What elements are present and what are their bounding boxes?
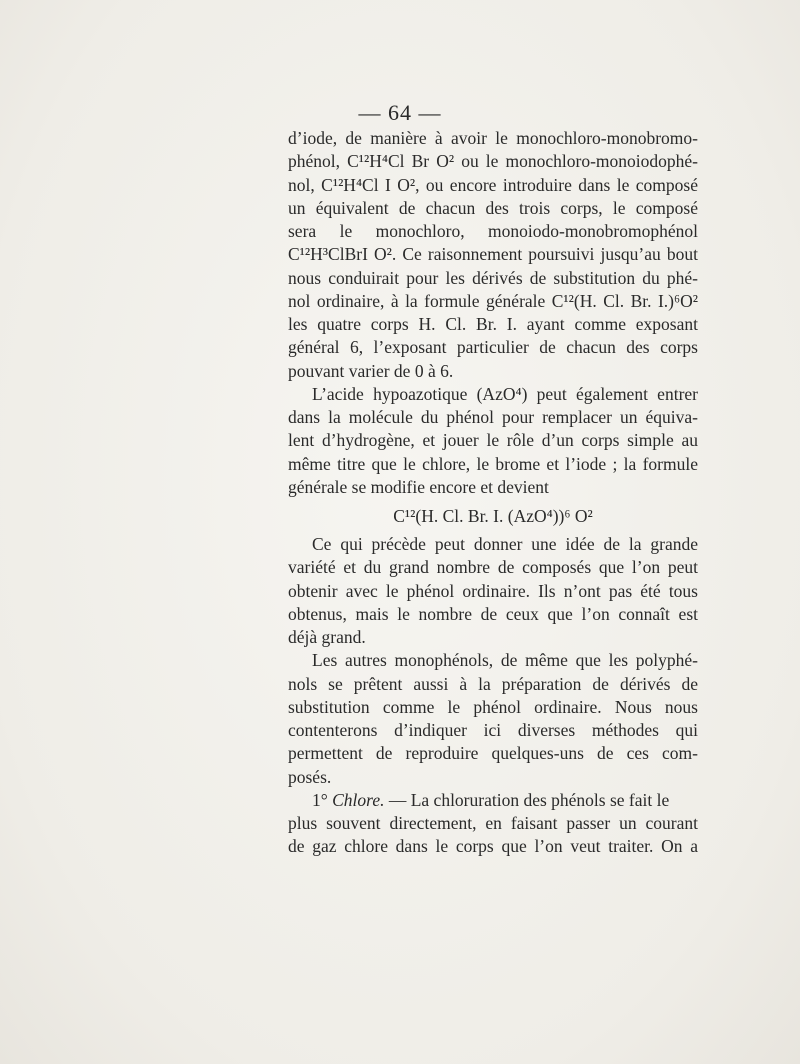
formula [288,499,698,533]
formula-line: C¹²(H. Cl. Br. I. (AzO⁴))⁶ O² [393,506,593,526]
text-line: nous conduirait pour les dérivés de substitution du phé- [288,267,698,288]
text-line: Les autres monophénols, de même que les polyphé- [312,650,698,671]
text-line: plus souvent directement, en faisant passer un courant [288,813,698,833]
paragraph [288,383,698,499]
text-line: un équivalent de chacun des trois corps, le composé [288,197,698,218]
text-line: nol, C¹²H⁴Cl I O², ou encore introduire dans le composé [288,174,698,195]
list-marker: 1° [312,789,333,810]
text-line: d’iode, de manière à avoir le monochloro-monobromo- [288,128,698,148]
text-line: obtenus, mais le nombre de ceux que l’on connaît est [288,603,698,624]
text-line: variété et du grand nombre de composés que l’on peut [288,557,698,578]
text-line: les quatre corps H. Cl. Br. I. ayant comme exposant [288,314,698,334]
text-run: — La chloruration des phénols se fait le [384,789,670,810]
text-line: déjà grand. [288,627,366,647]
text-line: phénol, C¹²H⁴Cl Br O² ou le monochloro-monoiodophé- [288,151,698,172]
text-line: substitution comme le phénol ordinaire. Nous nous [288,696,698,717]
paragraph [288,127,698,383]
text-line: obtenir avec le phénol ordinaire. Ils n’ont pas été tous [288,580,698,601]
text-line: nols se prêtent aussi à la préparation de dérivés de [288,673,698,694]
paragraph [288,533,698,649]
text-line: Ce qui précède peut donner une idée de la grande [312,534,698,554]
paragraph [288,649,698,789]
text-line: nol ordinaire, à la formule générale C¹²(H. Cl. Br. I.)⁶O² [288,290,698,311]
text-line: L’acide hypoazotique (AzO⁴) peut également entrer [312,383,698,404]
text-line: pouvant varier de 0 à 6. [288,360,454,381]
text-line: général 6, l’exposant particulier de chacun des corps [288,337,698,358]
paragraph [288,789,698,859]
text-line: générale se modifie encore et devient [288,476,549,497]
text-line: de gaz chlore dans le corps que l’on veut traiter. On a [288,836,698,857]
page-number: — 64 — [358,100,442,125]
section-heading: Chlore. [332,789,385,810]
text-line: permettent de reproduire quelques-uns de ces com- [288,743,698,764]
text-line: même titre que le chlore, le brome et l’iode ; la formule [288,453,698,474]
text-line: dans la molécule du phénol pour remplacer un équiva- [288,407,698,427]
text-line: lent d’hydrogène, et jouer le rôle d’un corps simple au [288,430,698,451]
text-line: C¹²H³ClBrI O². Ce raisonnement poursuivi jusqu’au bout [288,244,698,265]
text-line: posés. [288,766,332,787]
text-line: sera le monochloro, monoiodo-monobromophénol [288,221,698,241]
text-line [288,789,698,812]
body-text [288,127,698,859]
text-line: contenterons d’indiquer ici diverses méthodes qui [288,720,698,740]
